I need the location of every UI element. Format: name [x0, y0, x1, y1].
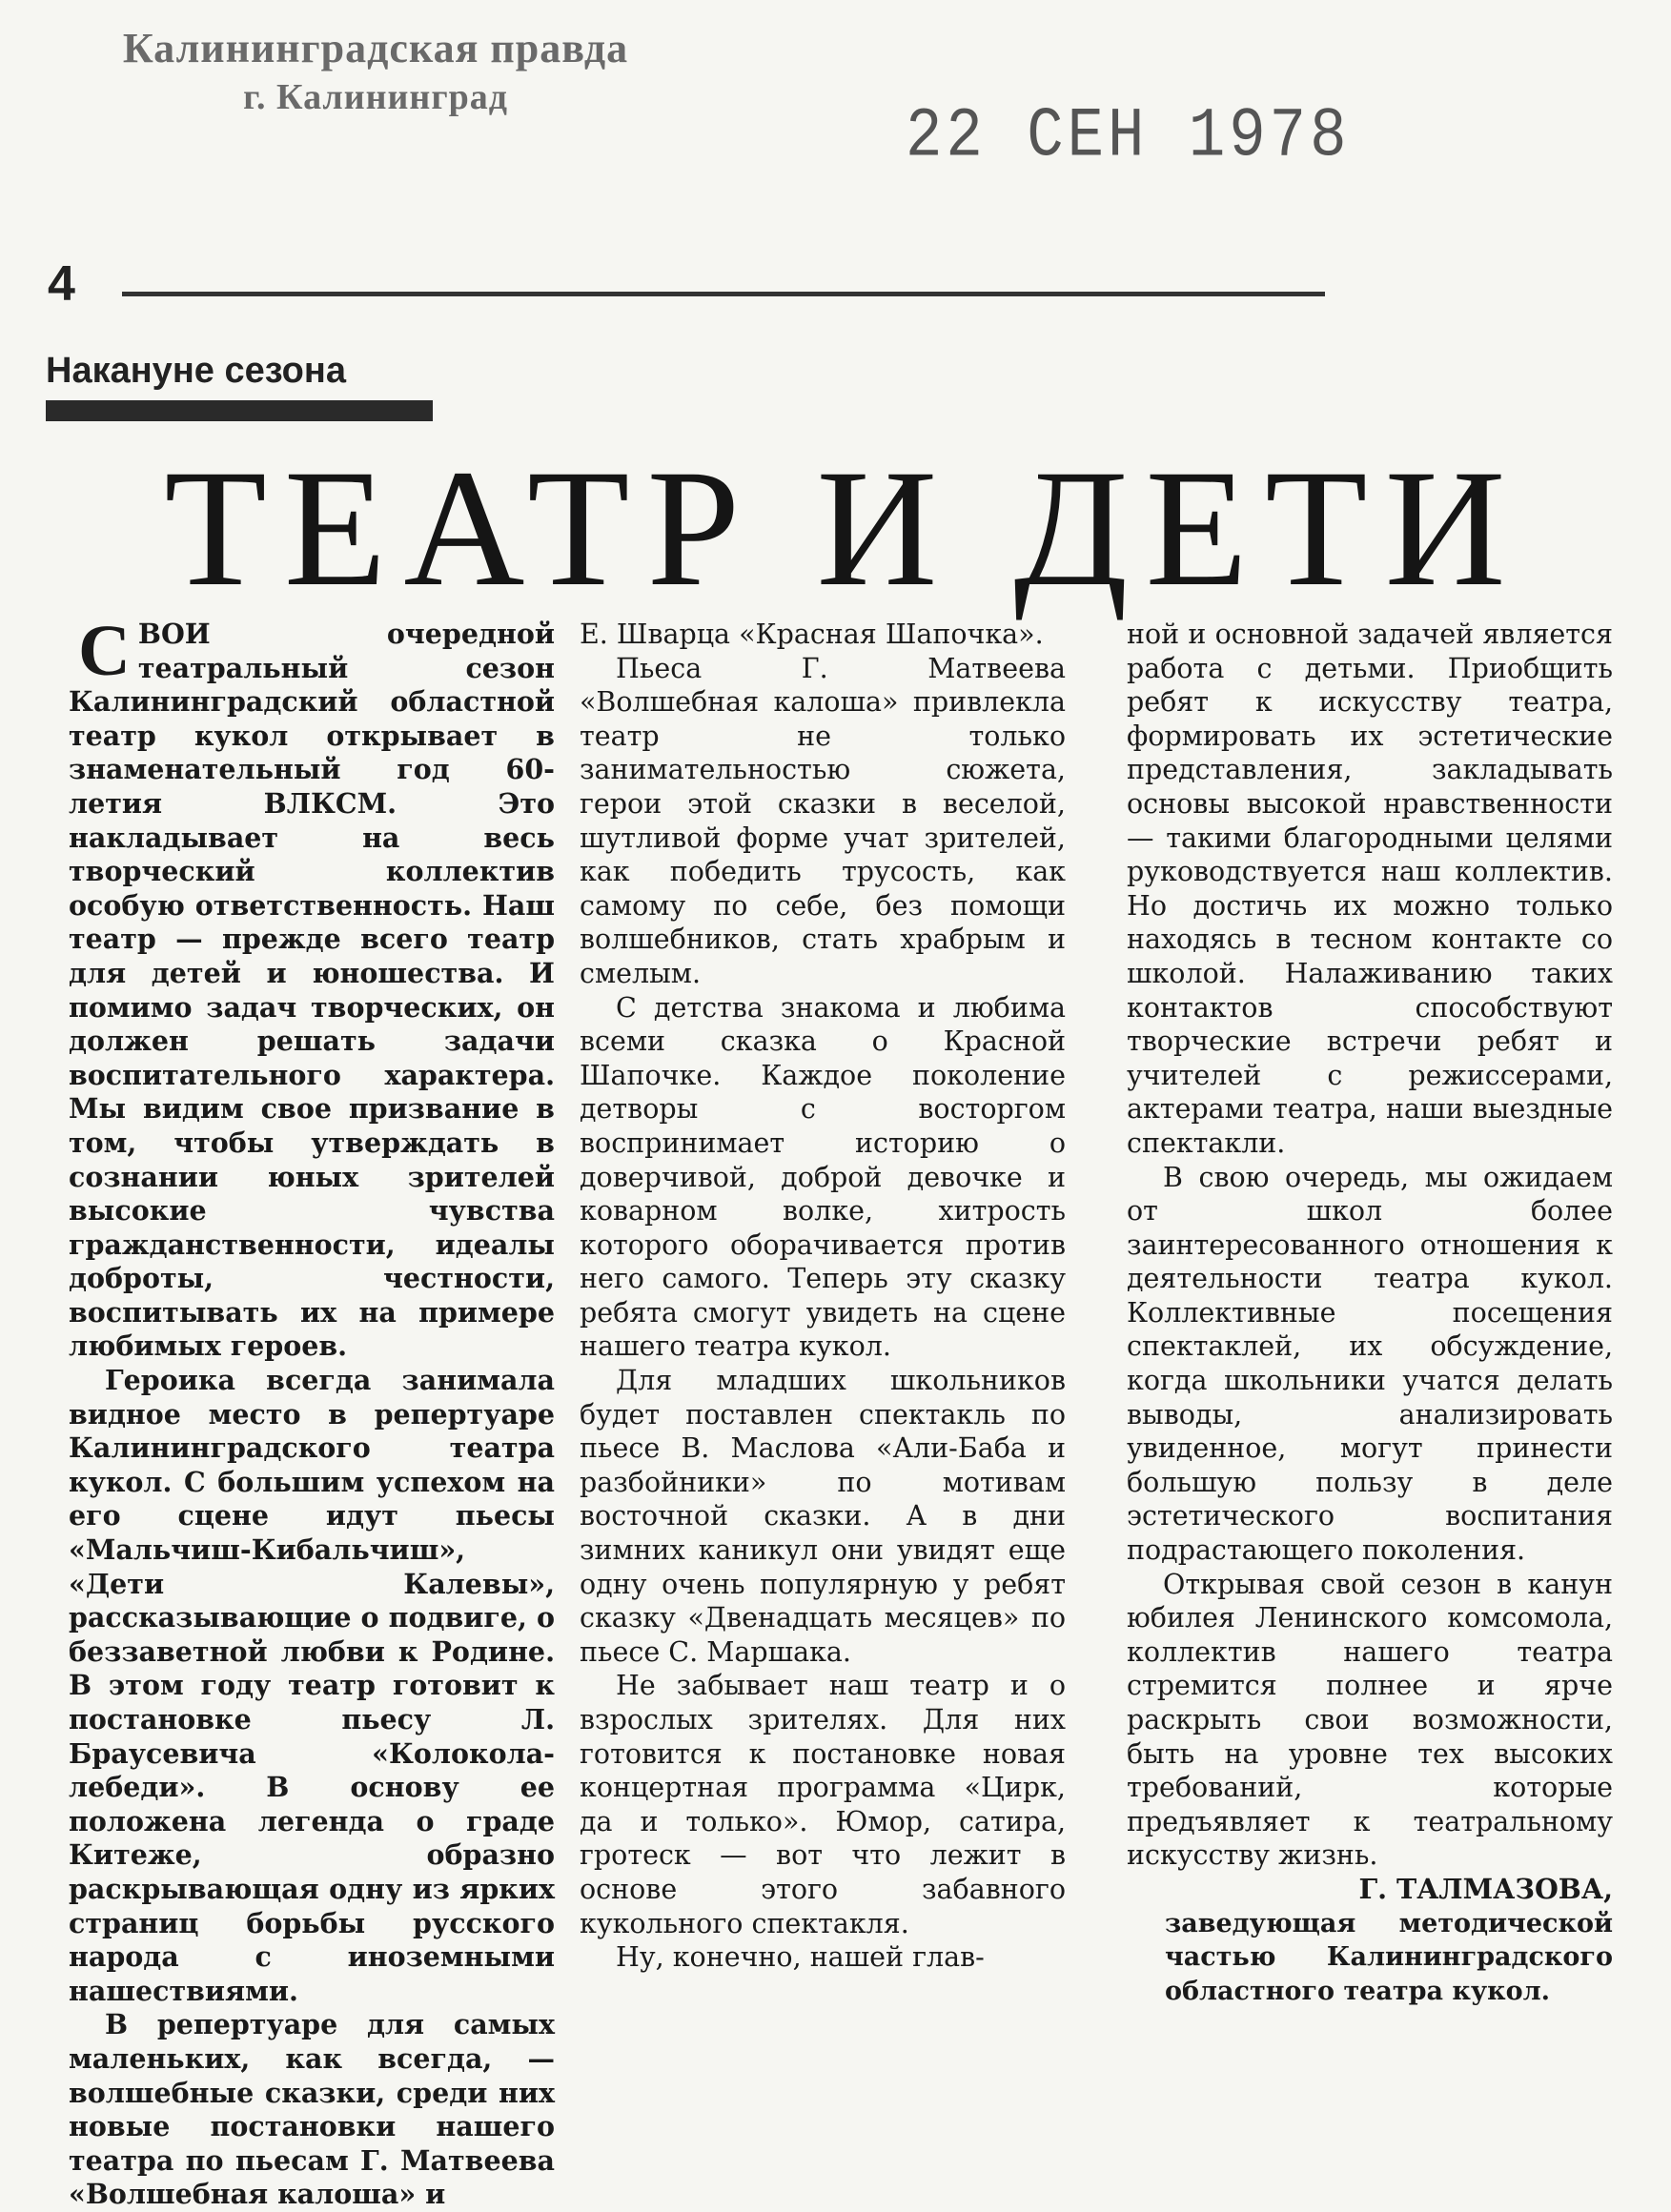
page-number: 4 — [48, 256, 75, 312]
rubric-bar — [46, 400, 433, 421]
article-paragraph: Героика всегда занимала видное место в репертуаре Калининградского театра кукол. С большим успехом на его сцене идут пьесы «Мальчиш-Кибальчиш», «Дети Калевы», рассказывающие о подвиге, о беззаветной любви к Родине. В этом году театр готовит к постановке пьесу Л. Браусевича «Колокола-лебеди». В основу ее положена легенда о граде Китеже, образно раскрывающая одну из ярких страниц борьбы русского народа с иноземными нашествиями. — [69, 1364, 555, 2007]
article-paragraph: Ну, конечно, нашей глав- — [616, 1941, 985, 1974]
drop-cap: С — [78, 611, 131, 691]
stamp-newspaper-name: Калининградская правда — [122, 25, 629, 71]
article-paragraph: С детства знакома и любима всеми сказка о Красной Шапочке. Каждое поколение детворы с восторгом воспринимает историю о доверчивой, доброй девочке и коварном волке, хитрость которого оборачивается против него самого. Теперь эту сказку ребята смогут увидеть на сцене нашего театра кукол. — [580, 991, 1066, 1363]
article-column-2 — [580, 618, 1066, 1975]
article-paragraph: Не забывает наш театр и о взрослых зрителях. Для них готовится к постановке новая концертная программа «Цирк, да и только». Юмор, сатира, гротеск — вот что лежит в основе этого забавного кукольного спектакля. — [580, 1670, 1066, 1939]
article-paragraph: СВОИ очередной театральный сезон Калининградский областной театр кукол открывает в знаменательный год 60-летия ВЛКСМ. Это накладывает на весь творческий коллектив особую ответственность. Наш театр — прежде всего театр для детей и юношества. И помимо задач творческих, он должен решать задачи воспитательного характера. Мы видим свое призвание в том, чтобы утверждать в сознании юных зрителей высокие чувства гражданственности, идеалы доброты, честности, воспитывать их на примере любимых героев. — [69, 611, 555, 1363]
rubric-label: Накануне сезона — [46, 351, 346, 391]
article-paragraph: Пьеса Г. Матвеева «Волшебная калоша» привлекла театр не только занимательностью сюжета, герои этой сказки в веселой, шутливой форме учат зрителей, как победить трусость, как самому по себе, без помощи волшебников, стать храбрым и смелым. — [580, 652, 1066, 989]
header-rule — [122, 292, 1325, 296]
article-paragraph: В свою очередь, мы ожидаем от школ более заинтересованного отношения к деятельности театра кукол. Коллективные посещения спектаклей, их обсуждение, когда школьники учатся делать выводы, анализировать увиденное, могут принести большую пользу в деле эстетического воспитания подрастающего поколения. — [1127, 1161, 1613, 1567]
article-paragraph: Для младших школьников будет поставлен спектакль по пьесе В. Маслова «Али-Баба и разбойники» по мотивам восточной сказки. А в дни зимних каникул они увидят еще одну очень популярную у ребят сказку «Двенадцать месяцев» по пьесе С. Маршака. — [580, 1365, 1066, 1668]
article-column-3 — [1127, 618, 1613, 2008]
article-paragraph: ной и основной задачей является работа с детьми. Приобщить ребят к искусству театра, формировать их эстетические представления, закладывать основы высокой нравственности — такими благородными целями руководствуется наш коллектив. Но достичь их можно только находясь в тесном контакте со школой. Налаживанию таких контактов способствуют творческие встречи ребят и учителей с режиссерами, актерами театра, наши выездные спектакли. — [1127, 619, 1613, 1159]
stamp-city: г. Калининград — [243, 77, 508, 117]
date-stamp: 22 СЕН 1978 — [906, 97, 1351, 177]
article-headline: ТЕАТР И ДЕТИ — [164, 436, 1523, 621]
article-paragraph: В репертуаре для самых маленьких, как всегда, — волшебные сказки, среди них новые постановки нашего театра по пьесам Г. Матвеева «Волшебная калоша» и — [69, 2008, 555, 2211]
newspaper-stamp — [80, 23, 671, 120]
article-column-1 — [69, 611, 555, 2212]
article-paragraph: Открывая свой сезон в канун юбилея Ленинского комсомола, коллектив нашего театра стремится полнее и ярче раскрыть свои возможности, быть на уровне тех высоких требований, которые предъявляет к театральному искусству жизнь. — [1127, 1568, 1613, 1872]
article-paragraph: Е. Шварца «Красная Шапочка». — [580, 619, 1044, 650]
author-name: Г. ТАЛМАЗОВА, — [1358, 1872, 1613, 1905]
author-position: заведующая методической частью Калининградского областного театра кукол. — [1165, 1908, 1613, 2006]
